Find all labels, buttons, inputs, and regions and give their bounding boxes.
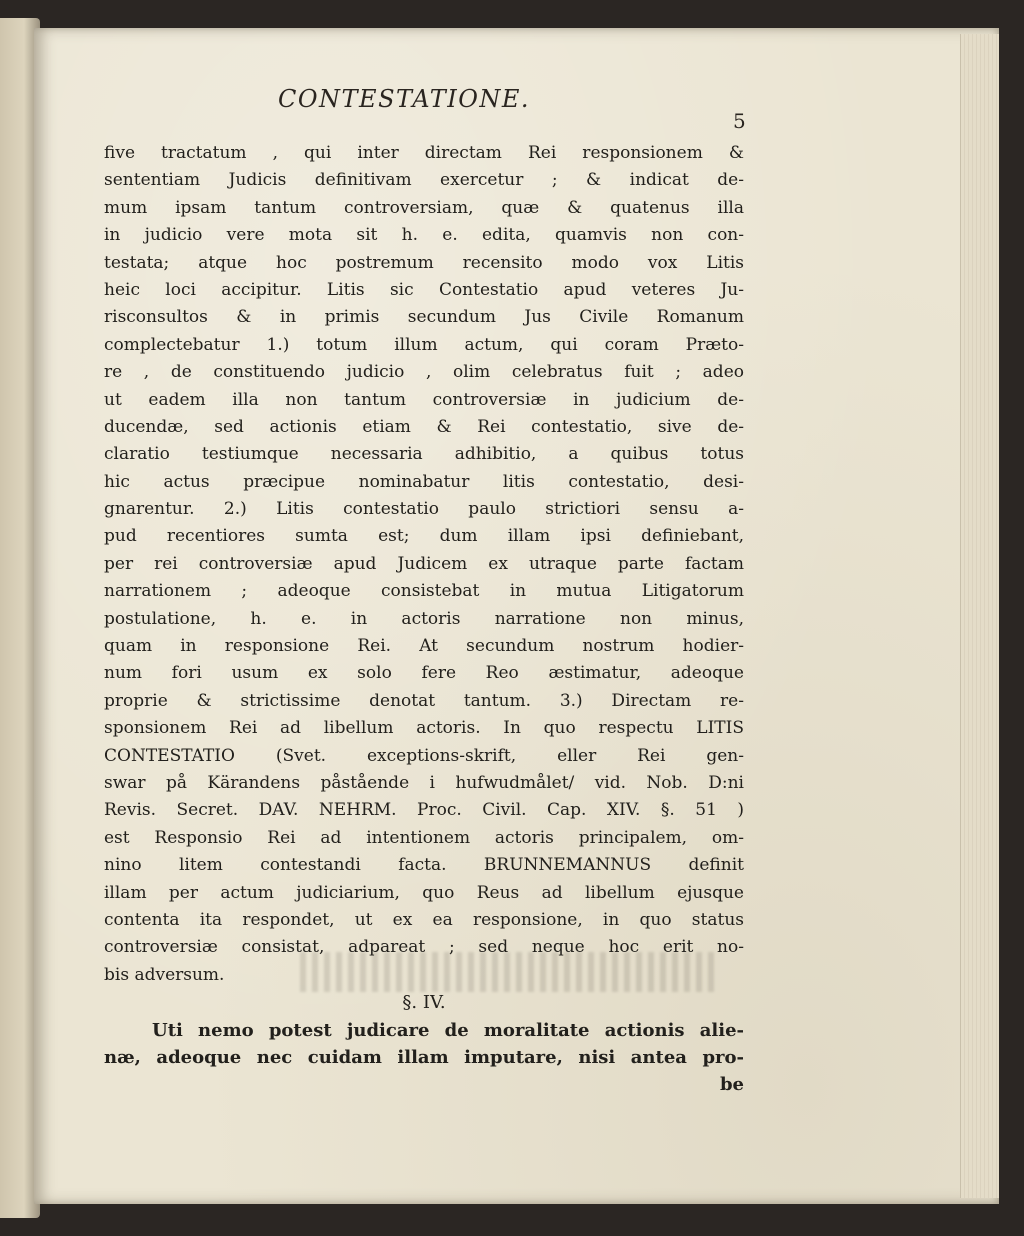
text-line: ut eadem illa non tantum controversiæ in judicium de- (104, 389, 744, 410)
paragraph-first-line: Uti nemo potest judicare de moralitate actionis alie- (152, 1019, 744, 1041)
text-line: hic actus præcipue nominabatur litis contestatio, desi- (104, 471, 744, 492)
text-line: num fori usum ex solo fere Reo æstimatur, adeoque (104, 663, 744, 684)
text-line: risconsultos & in primis secundum Jus Civile Romanum (104, 307, 744, 328)
text-line: swar på Kärandens påstående i hufwudmålet/ vid. Nob. D:ni (104, 772, 744, 793)
text-line: controversiæ consistat, adpareat ; sed neque hoc erit no- (104, 937, 744, 958)
text-line: næ, adeoque nec cuidam illam imputare, nisi antea pro- (104, 1046, 744, 1068)
body-text (104, 140, 744, 1099)
running-head: CONTESTATIONE. (278, 85, 531, 113)
text-line: in judicio vere mota sit h. e. edita, quamvis non con- (104, 225, 744, 246)
text-line: heic loci accipitur. Litis sic Contestatio apud veteres Ju- (104, 279, 744, 300)
text-line: re , de constituendo judicio , olim celebratus fuit ; adeo (104, 362, 744, 383)
text-line: quam in responsione Rei. At secundum nostrum hodier- (104, 636, 744, 657)
text-line: bis adversum. (104, 964, 225, 985)
text-line: claratio testiumque necessaria adhibitio, a quibus totus (104, 444, 744, 465)
text-line: sententiam Judicis definitivam exercetur ; & indicat de- (104, 170, 744, 191)
text-line: mum ipsam tantum controversiam, quæ & quatenus illa (104, 197, 744, 218)
text-line: narrationem ; adeoque consistebat in mutua Litigatorum (104, 581, 744, 602)
text-line: sponsionem Rei ad libellum actoris. In quo respectu LITIS (104, 718, 744, 739)
text-line: contenta ita respondet, ut ex ea responsione, in quo status (104, 909, 744, 930)
text-line: CONTESTATIO (Svet. exceptions-skrift, eller Rei gen- (104, 745, 744, 766)
text-line: complectebatur 1.) totum illum actum, qui coram Præto- (104, 334, 744, 355)
text-line: nino litem contestandi facta. BRUNNEMANNUS definit (104, 855, 744, 876)
page-edges (960, 34, 999, 1198)
text-line: pud recentiores sumta est; dum illam ipsi definiebant, (104, 526, 744, 547)
text-line: testata; atque hoc postremum recensito modo vox Litis (104, 252, 744, 273)
text-line: postulatione, h. e. in actoris narratione non minus, (104, 608, 744, 629)
text-line: ducendæ, sed actionis etiam & Rei contestatio, sive de- (104, 416, 744, 437)
text-line: gnarentur. 2.) Litis contestatio paulo strictiori sensu a- (104, 499, 744, 520)
text-line: est Responsio Rei ad intentionem actoris principalem, om- (104, 827, 744, 848)
page-number: 5 (733, 109, 746, 133)
text-line: proprie & strictissime denotat tantum. 3.) Directam re- (104, 690, 744, 711)
catchword: be (719, 1074, 744, 1096)
section-heading: §. IV. (402, 992, 446, 1014)
text-line: Revis. Secret. DAV. NEHRM. Proc. Civil. Cap. XIV. §. 51 ) (104, 800, 744, 821)
page-header (248, 77, 748, 133)
text-line: per rei controversiæ apud Judicem ex utraque parte factam (104, 553, 744, 574)
text-line: illam per actum judiciarium, quo Reus ad libellum ejusque (104, 882, 744, 903)
text-line: five tractatum , qui inter directam Rei responsionem & (104, 143, 744, 163)
